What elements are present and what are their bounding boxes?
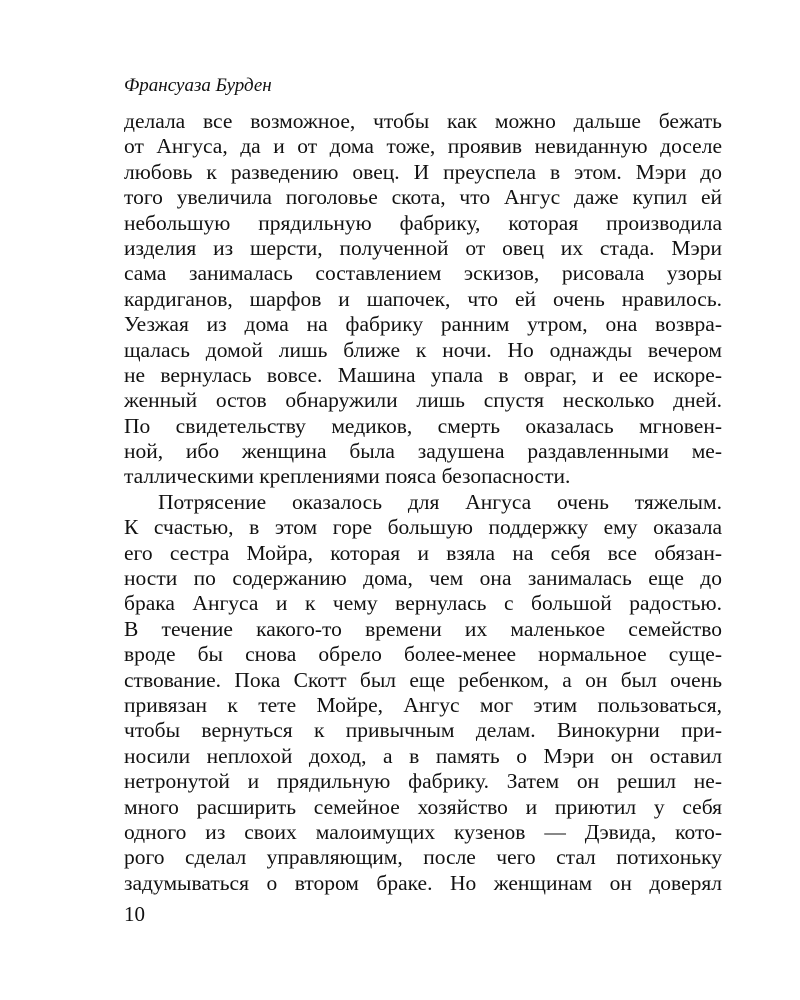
text-line: таллическими креплениями пояса безопасности. (124, 464, 571, 489)
text-line: рого сделал управляющим, после чего стал потихоньку (124, 845, 722, 870)
text-line: делала все возможное, чтобы как можно дальше бежать (124, 109, 722, 133)
text-line: изделия из шерсти, полученной от овец их стада. Мэри (124, 235, 722, 260)
text-line: брака Ангуса и к чему вернулась с большой радостью. (124, 591, 722, 616)
text-line: от Ангуса, да и от дома тоже, проявив невиданную доселе (124, 134, 722, 159)
text-line: нетронутой и прядильную фабрику. Затем он решил не- (124, 769, 722, 794)
text-line: носили неплохой доход, а в память о Мэри он оставил (124, 743, 722, 768)
running-head-author: Франсуаза Бурден (124, 75, 272, 96)
text-line: любовь к разведению овец. И преуспела в этом. Мэри до (124, 159, 722, 184)
text-line: его сестра Мойра, которая и взяла на себя все обязан- (124, 540, 722, 565)
text-line: К счастью, в этом горе большую поддержку ему оказала (124, 515, 722, 540)
text-line: женный остов обнаружили лишь спустя несколько дней. (124, 388, 722, 413)
text-line: кардиганов, шарфов и шапочек, что ей очень нравилось. (124, 286, 722, 311)
text-line: привязан к тете Мойре, Ангус мог этим пользоваться, (124, 692, 722, 717)
text-line: чтобы вернуться к привычным делам. Винокурни при- (124, 718, 722, 743)
text-line: щалась домой лишь ближе к ночи. Но однажды вечером (124, 337, 722, 362)
text-line: ной, ибо женщина была задушена раздавленными ме- (124, 439, 722, 464)
text-line: Уезжая из дома на фабрику ранним утром, она возвра- (124, 312, 722, 337)
text-line: много расширить семейное хозяйство и приютил у себя (124, 794, 722, 819)
page-number: 10 (124, 902, 145, 926)
text-line: задумываться о втором браке. Но женщинам он доверял (124, 870, 722, 895)
body-text (124, 109, 722, 896)
text-line: Потрясение оказалось для Ангуса очень тяжелым. (158, 489, 722, 514)
text-line: ности по содержанию дома, чем она занималась еще до (124, 566, 722, 591)
text-line: вроде бы снова обрело более-менее нормальное суще- (124, 642, 722, 667)
text-line: не вернулась вовсе. Машина упала в овраг, и ее искоре- (124, 362, 722, 387)
text-line: сама занималась составлением эскизов, рисовала узоры (124, 261, 722, 286)
text-line: одного из своих малоимущих кузенов — Дэвида, кото- (124, 819, 722, 844)
paragraph-2 (124, 490, 722, 896)
paragraph-1 (124, 109, 722, 490)
text-line: ствование. Пока Скотт был еще ребенком, а он был очень (124, 667, 722, 692)
text-line: того увеличила поголовье скота, что Ангус даже купил ей (124, 185, 722, 210)
text-line: небольшую прядильную фабрику, которая производила (124, 210, 722, 235)
text-line: По свидетельству медиков, смерть оказалась мгновен- (124, 413, 722, 438)
text-line: В течение какого-то времени их маленькое семейство (124, 616, 722, 641)
